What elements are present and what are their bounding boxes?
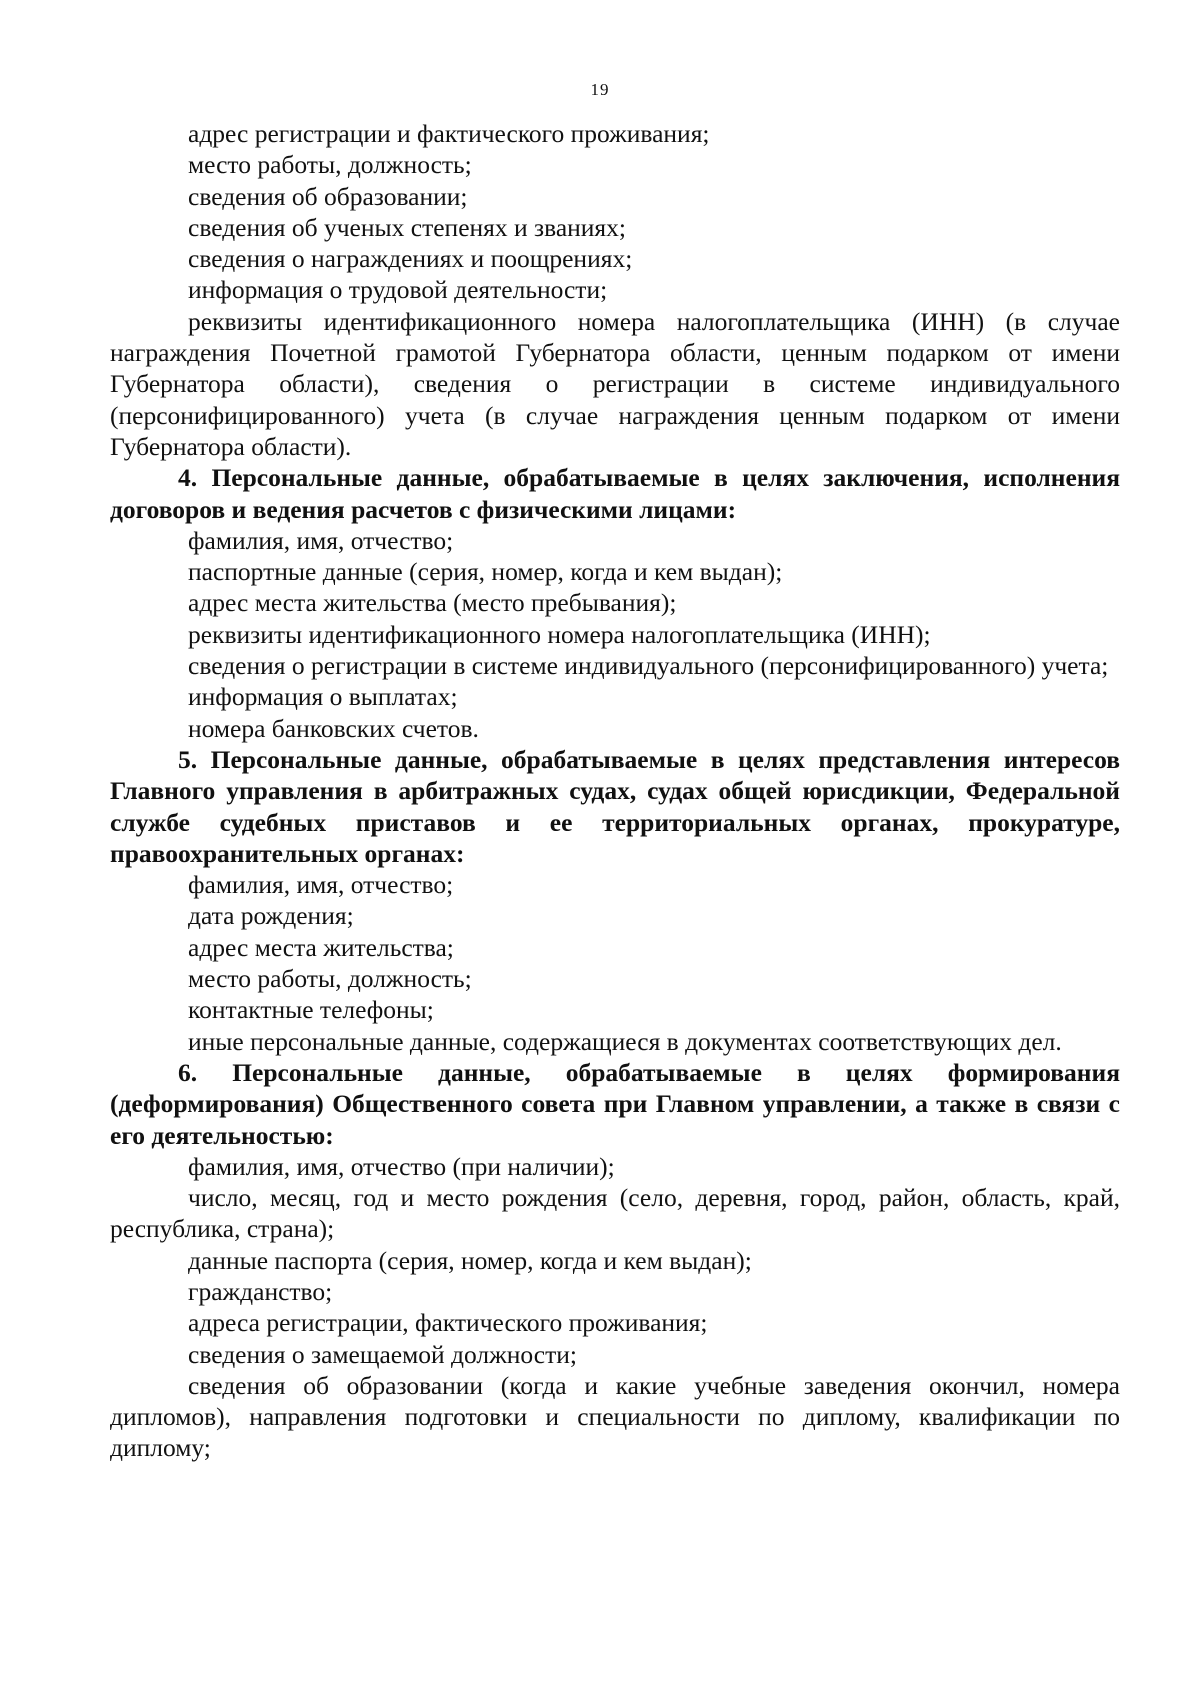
paragraph: фамилия, имя, отчество; xyxy=(188,525,454,555)
paragraph: иные персональные данные, содержащиеся в документах соответствующих дел. xyxy=(188,1026,1062,1056)
paragraph: сведения об образовании; xyxy=(188,181,468,211)
section-heading-4: 4. Персональные данные, обрабатываемые в целях заключения, исполнения договоров и ведения расчетов с физическими лицами: xyxy=(110,463,1120,524)
paragraph: сведения об ученых степенях и званиях; xyxy=(188,212,626,242)
paragraph: информация о трудовой деятельности; xyxy=(188,275,608,305)
paragraph: паспортные данные (серия, номер, когда и кем выдан); xyxy=(188,557,783,587)
paragraph: место работы, должность; xyxy=(188,964,472,994)
paragraph: реквизиты идентификационного номера налогоплательщика (ИНН); xyxy=(188,619,931,649)
paragraph: сведения о регистрации в системе индивидуального (персонифицированного) учета; xyxy=(188,651,1109,681)
paragraph: адрес места жительства (место пребывания); xyxy=(188,588,677,618)
paragraph: фамилия, имя, отчество (при наличии); xyxy=(188,1151,615,1181)
paragraph: адрес регистрации и фактического проживания; xyxy=(188,119,710,148)
paragraph: номера банковских счетов. xyxy=(188,713,479,743)
paragraph: данные паспорта (серия, номер, когда и кем выдан); xyxy=(188,1245,752,1275)
paragraph: сведения о замещаемой должности; xyxy=(188,1339,577,1369)
paragraph: контактные телефоны; xyxy=(188,995,434,1025)
paragraph: место работы, должность; xyxy=(188,150,472,180)
paragraph: дата рождения; xyxy=(188,901,354,931)
paragraph: адрес места жительства; xyxy=(188,932,454,962)
paragraph: сведения о награждениях и поощрениях; xyxy=(188,244,633,274)
paragraph: адреса регистрации, фактического проживания; xyxy=(188,1308,708,1338)
section-heading-6: 6. Персональные данные, обрабатываемые в целях формирования (деформирования) Общественного совета при Главном управлении, а также в связи с его деятельностью: xyxy=(110,1057,1120,1150)
paragraph: число, месяц, год и место рождения (село, деревня, город, район, область, край, республика, страна); xyxy=(110,1183,1120,1244)
paragraph: гражданство; xyxy=(188,1276,333,1306)
paragraph: сведения об образовании (когда и какие учебные заведения окончил, номера дипломов), направления подготовки и специальности по диплому, квалификации по диплому; xyxy=(110,1370,1120,1463)
paragraph: информация о выплатах; xyxy=(188,682,458,712)
section-heading-5: 5. Персональные данные, обрабатываемые в целях представления интересов Главного управления в арбитражных судах, судах общей юрисдикции, Федеральной службе судебных приставов и ее территориальных органах, прокуратуре, правоохранительных органах: xyxy=(110,744,1120,868)
paragraph: фамилия, имя, отчество; xyxy=(188,870,454,900)
page-number: 19 xyxy=(590,80,610,99)
document-body xyxy=(110,118,1120,1464)
paragraph: реквизиты идентификационного номера налогоплательщика (ИНН) (в случае награждения Почетной грамотой Губернатора области, ценным подарком от имени Губернатора области), сведения о регистрации в системе индивидуального (персонифицированного) учета (в случае награждения ценным подарком от имени Губернатора области). xyxy=(110,306,1120,461)
